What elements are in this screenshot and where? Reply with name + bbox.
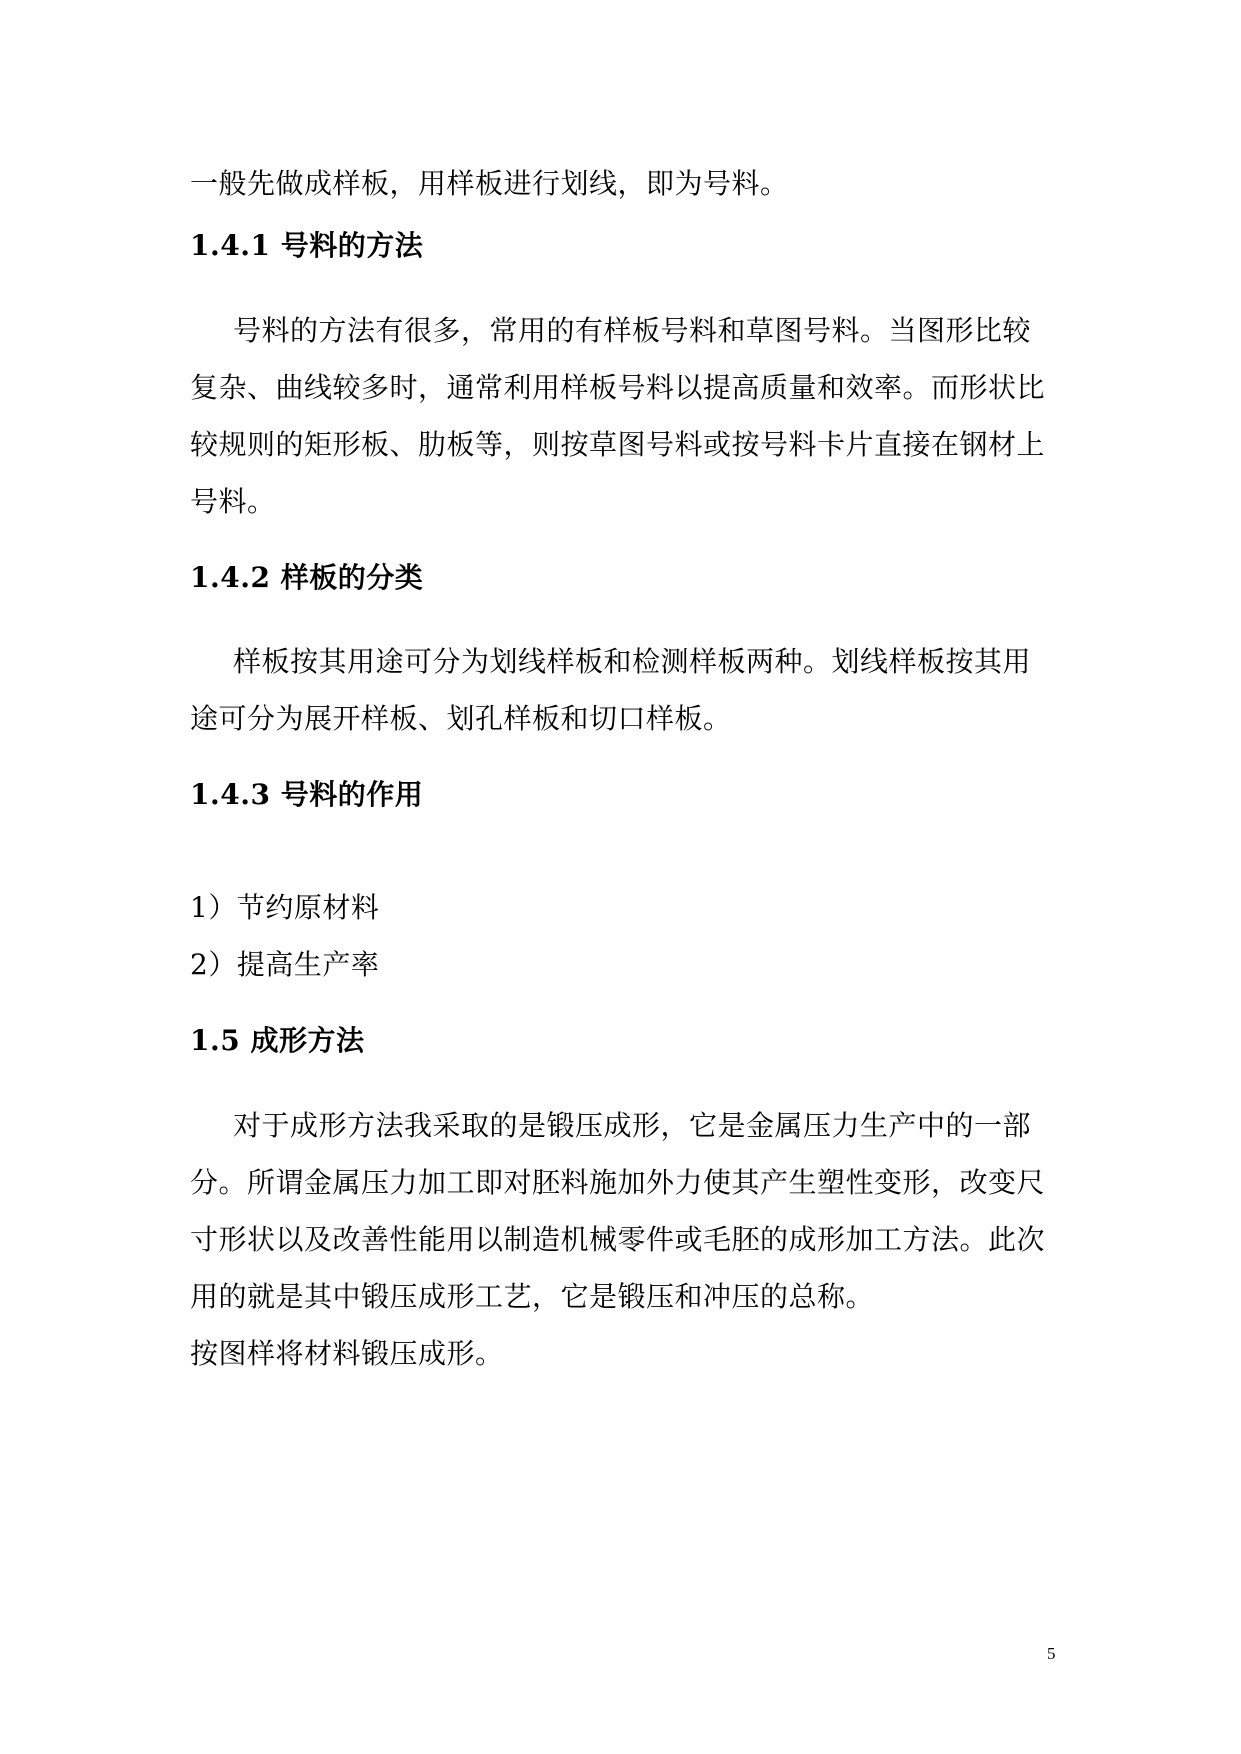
paragraph-line: 对于成形方法我采取的是锻压成形，它是金属压力生产中的一部 [233,1109,1032,1142]
paragraph-line: 复杂、曲线较多时，通常利用样板号料以提高质量和效率。而形状比 [190,371,1046,404]
intro-paragraph: 一般先做成样板，用样板进行划线，即为号料。 [190,167,789,200]
section-heading-1-5: 1.5 成形方法 [190,1024,365,1057]
list-item: 2）提高生产率 [190,948,380,981]
section-heading-1-4-1: 1.4.1 号料的方法 [190,229,424,262]
paragraph-line: 分。所谓金属压力加工即对胚料施加外力使其产生塑性变形，改变尺 [190,1166,1046,1199]
section-heading-1-4-3: 1.4.3 号料的作用 [190,778,424,811]
section-heading-1-4-2: 1.4.2 样板的分类 [190,561,424,594]
paragraph-line: 用的就是其中锻压成形工艺，它是锻压和冲压的总称。 [190,1280,875,1313]
paragraph-line: 号料。 [190,485,276,518]
paragraph-line: 途可分为展开样板、划孔样板和切口样板。 [190,702,732,735]
paragraph-line: 较规则的矩形板、肋板等，则按草图号料或按号料卡片直接在钢材上 [190,428,1046,461]
paragraph-line: 按图样将材料锻压成形。 [190,1337,504,1370]
paragraph-line: 寸形状以及改善性能用以制造机械零件或毛胚的成形加工方法。此次 [190,1223,1046,1256]
paragraph-line: 号料的方法有很多，常用的有样板号料和草图号料。当图形比较 [233,314,1032,347]
paragraph-line: 样板按其用途可分为划线样板和检测样板两种。划线样板按其用 [233,645,1032,678]
page-number: 5 [1047,1644,1056,1663]
list-item: 1）节约原材料 [190,891,380,924]
